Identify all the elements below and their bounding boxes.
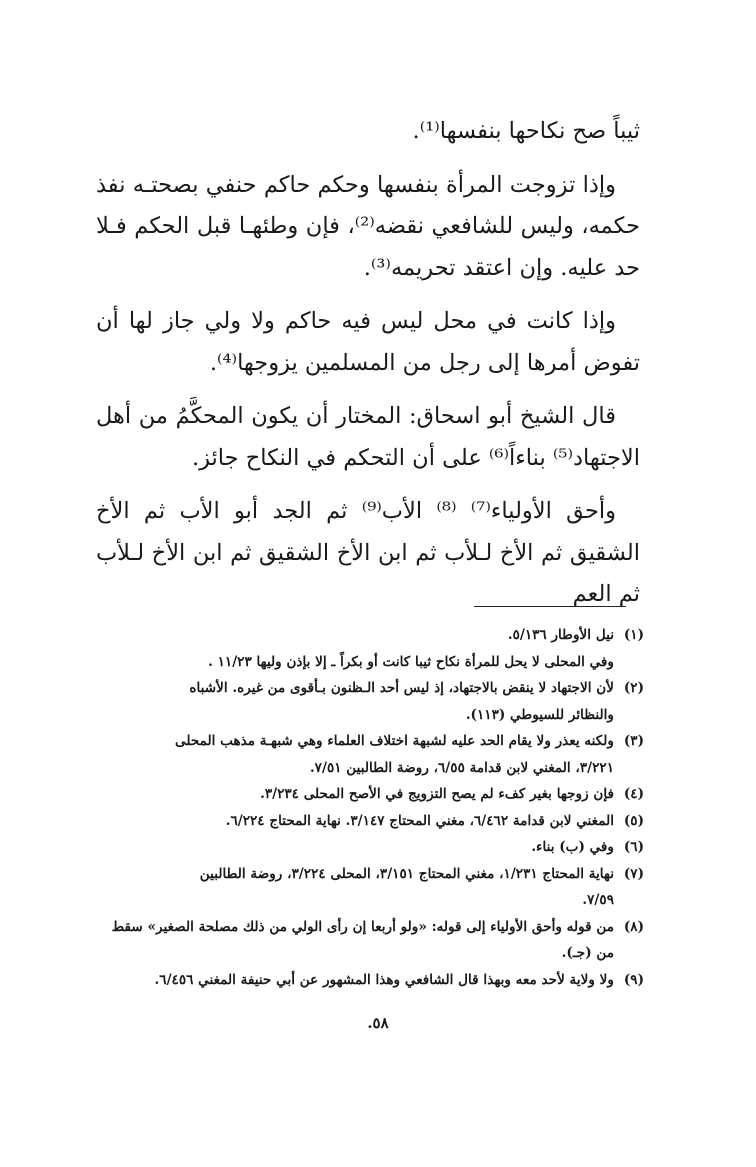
footnote-number: (٦) (623, 839, 644, 855)
footnote-3 (96, 728, 644, 781)
footnote-text: فإن زوجها بغير كفء لم يصح التزويج في الأصح المحلى ٣/٢٣٤. (260, 786, 614, 802)
footnote-number: (٨) (623, 918, 644, 935)
paragraph: وإذا كانت في محل ليس فيه حاكم ولا ولي جاز لها أن تفوض أمرها إلى رجل من المسلمين يزوجها⁽⁴⁾. (96, 308, 640, 376)
paragraph: وأحق الأولياء⁽⁷⁾ ⁽⁸⁾ الأب⁽⁹⁾ ثم الجد أبو الأب ثم الأخ الشقيق ثم الأخ لـلأب ثم ابن الأخ الشقيق ثم ابن الأخ لـلأب ثم العم (96, 498, 640, 607)
page-number: ٥٨. (367, 1014, 389, 1032)
footnote-number: (٤) (623, 786, 644, 802)
footnote-text: ٣/٢٢١، المغني لابن قدامة ٦/٥٥، روضة الطالبين ٧/٥١. (309, 759, 614, 776)
footnote-number: (٢) (623, 680, 644, 696)
footnote-1 (96, 622, 644, 675)
paragraph: قال الشيخ أبو اسحاق: المختار أن يكون المحكَّمُ من أهل الاجتهاد⁽⁵⁾ بناءاً⁽⁶⁾ على أن التحكم في النكاح جائز. (96, 403, 640, 471)
footnote-number: (١) (623, 627, 644, 643)
footnote-number: (٣) (623, 733, 644, 749)
footnote-4 (96, 781, 644, 808)
main-text (96, 111, 640, 628)
footnotes (96, 622, 644, 993)
footnote-number: (٧) (623, 865, 644, 882)
footnote-text: المغني لابن قدامة ٦/٤٦٢، مغني المحتاج ٣/١٤٧. نهاية المحتاج ٦/٢٢٤. (225, 812, 614, 829)
footnote-number: (٩) (623, 971, 644, 988)
footnote-6 (96, 834, 644, 861)
footnote-7 (96, 861, 644, 914)
footnote-9 (96, 967, 644, 994)
footnote-text: والنظائر للسيوطي (١١٣). (465, 706, 614, 723)
footnote-5 (96, 808, 644, 835)
footnote-separator (474, 606, 626, 607)
footnote-2 (96, 675, 644, 728)
footnote-8 (96, 914, 644, 967)
footnote-text: وفي (ب) بناء. (531, 839, 614, 855)
paragraph: وإذا تزوجت المرأة بنفسها وحكم حاكم حنفي بصحتـه نفذ حكمه، وليس للشافعي نقضه⁽²⁾، فإن وطئهـا قبل الحكم فـلا حد عليه. وإن اعتقد تحريمه⁽³⁾. (96, 171, 640, 281)
footnote-text: نيل الأوطار ٥/١٣٦. (507, 627, 614, 643)
footnote-text: وفي المحلى لا يحل للمرأة نكاح ثيبا كانت أو بكراً ـ إلا بإذن وليها ١١/٢٣ . (208, 653, 614, 670)
footnote-text: ٧/٥٩. (582, 892, 614, 908)
footnote-text: نهاية المحتاج ١/٢٣١، مغني المحتاج ٣/١٥١، المحلى ٣/٢٢٤، روضة الطالبين (199, 865, 614, 882)
footnote-text: لأن الاجتهاد لا ينقض بالاجتهاد، إذ ليس أحد الـظنون بـأقوى من غيره. الأشباه (189, 680, 614, 696)
footnote-text: من (جـ). (561, 945, 614, 961)
footnote-text: ولكنه يعذر ولا يقام الحد عليه لشبهة اختلاف العلماء وهي شبهـة مذهب المحلى (175, 733, 614, 749)
footnote-text: من قوله وأحق الأولياء إلى قوله: «ولو أربعا إن رأى الولي من ذلك مصلحة الصغير» سقط (111, 918, 614, 935)
footnote-number: (٥) (623, 812, 644, 829)
paragraph: ثيباً صح نكاحها بنفسها⁽¹⁾. (412, 118, 640, 144)
footnote-text: ولا ولاية لأحد معه وبهذا قال الشافعي وهذا المشهور عن أبي حنيفة المغني ٦/٤٥٦. (154, 971, 614, 988)
